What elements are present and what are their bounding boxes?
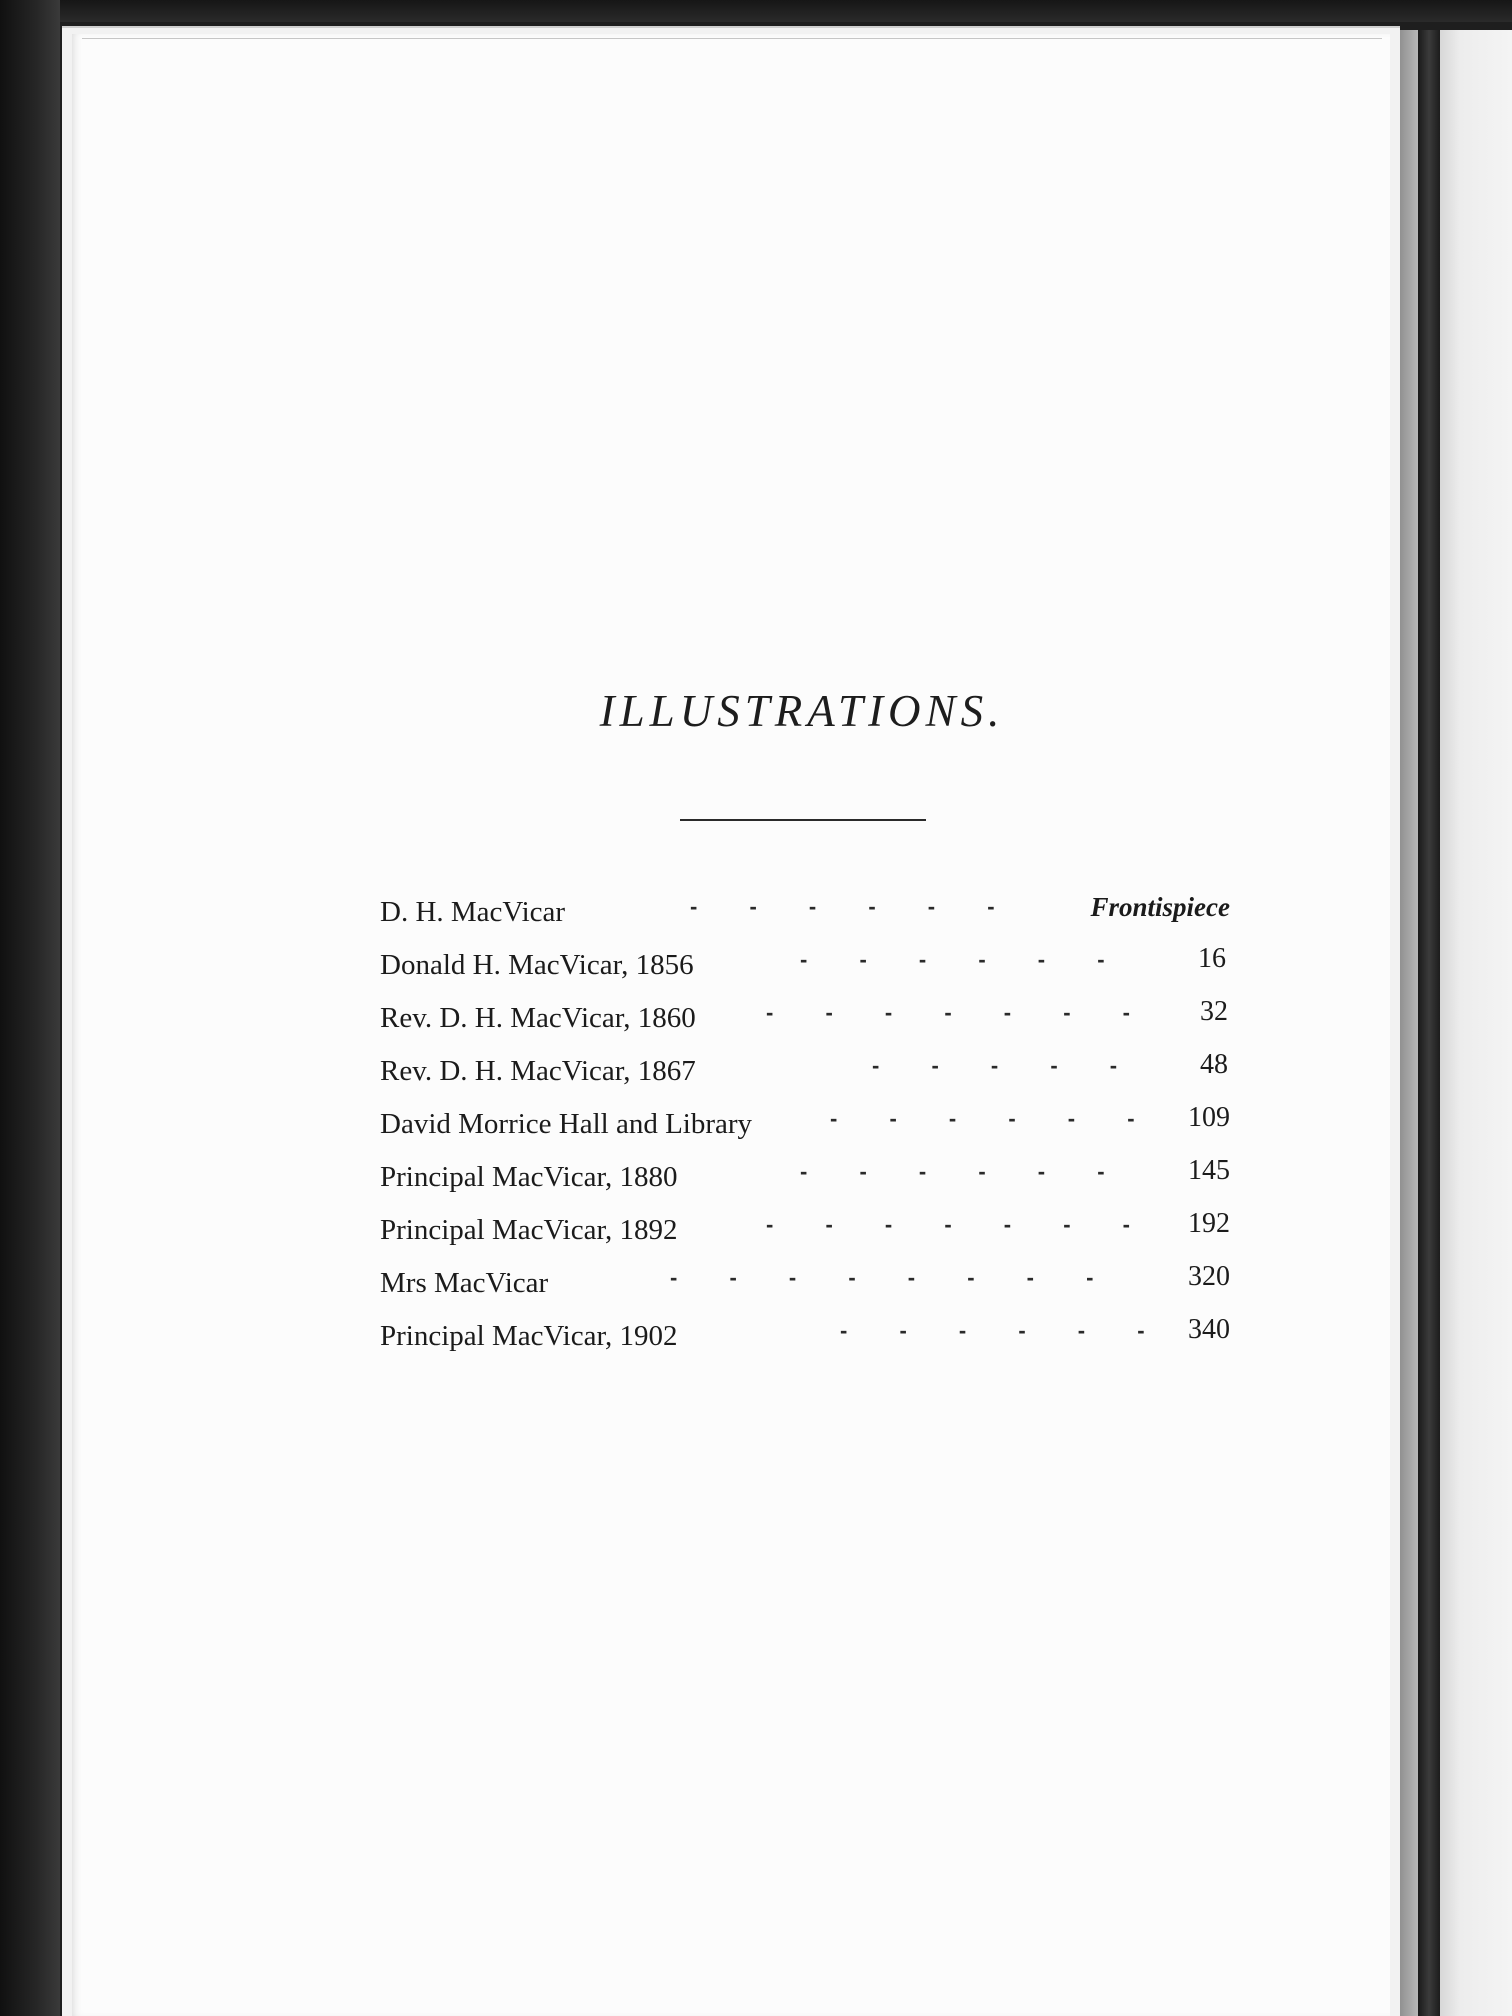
list-item — [380, 1208, 1230, 1261]
list-item — [380, 1049, 1230, 1102]
leader-dots: - - - - - - — [690, 894, 995, 919]
page-reference: 145 — [1188, 1155, 1230, 1186]
page-reference: 320 — [1188, 1261, 1230, 1292]
illustration-title: Rev. D. H. MacVicar, 1860 — [380, 1002, 696, 1034]
page-reference: 192 — [1188, 1208, 1230, 1239]
illustration-title: Principal MacVicar, 1880 — [380, 1161, 678, 1193]
page-heading: ILLUSTRATIONS. — [599, 686, 1005, 736]
list-item — [380, 890, 1230, 943]
leader-dots: - - - - - - — [840, 1318, 1145, 1343]
page-top-edge — [82, 38, 1382, 39]
scan-top-border — [0, 0, 1512, 22]
page-reference: 32 — [1200, 996, 1228, 1027]
leader-dots: - - - - - - - - — [670, 1265, 1094, 1290]
page-reference: 16 — [1198, 943, 1226, 974]
page-reference: Frontispiece — [1090, 892, 1230, 922]
page-reference: 340 — [1188, 1314, 1230, 1345]
illustration-title: David Morrice Hall and Library — [380, 1108, 753, 1140]
page-reference: 48 — [1200, 1049, 1228, 1080]
leader-dots: - - - - - - - — [766, 1212, 1130, 1237]
page-reference: 109 — [1188, 1102, 1230, 1133]
facing-page-edge — [1398, 30, 1512, 2016]
list-item — [380, 996, 1230, 1049]
list-item — [380, 943, 1230, 996]
leader-dots: - - - - - - — [830, 1106, 1135, 1131]
leader-dots: - - - - - — [872, 1053, 1118, 1078]
leader-dots: - - - - - - — [800, 947, 1105, 972]
illustration-title: D. H. MacVicar — [380, 896, 566, 928]
list-item — [380, 1261, 1230, 1314]
illustrations-list — [380, 890, 1230, 1367]
list-item — [380, 1102, 1230, 1155]
illustration-title: Rev. D. H. MacVicar, 1867 — [380, 1055, 696, 1087]
illustration-title: Principal MacVicar, 1902 — [380, 1320, 678, 1352]
list-item — [380, 1314, 1230, 1367]
list-item — [380, 1155, 1230, 1208]
leader-dots: - - - - - - — [800, 1159, 1105, 1184]
illustration-title: Mrs MacVicar — [380, 1267, 549, 1299]
leader-dots: - - - - - - - — [766, 1000, 1130, 1025]
scan-left-edge — [0, 0, 60, 2016]
illustration-title: Principal MacVicar, 1892 — [380, 1214, 678, 1246]
book-gutter-shadow — [1418, 30, 1440, 2016]
heading-divider-rule — [680, 819, 926, 821]
illustration-title: Donald H. MacVicar, 1856 — [380, 949, 694, 981]
